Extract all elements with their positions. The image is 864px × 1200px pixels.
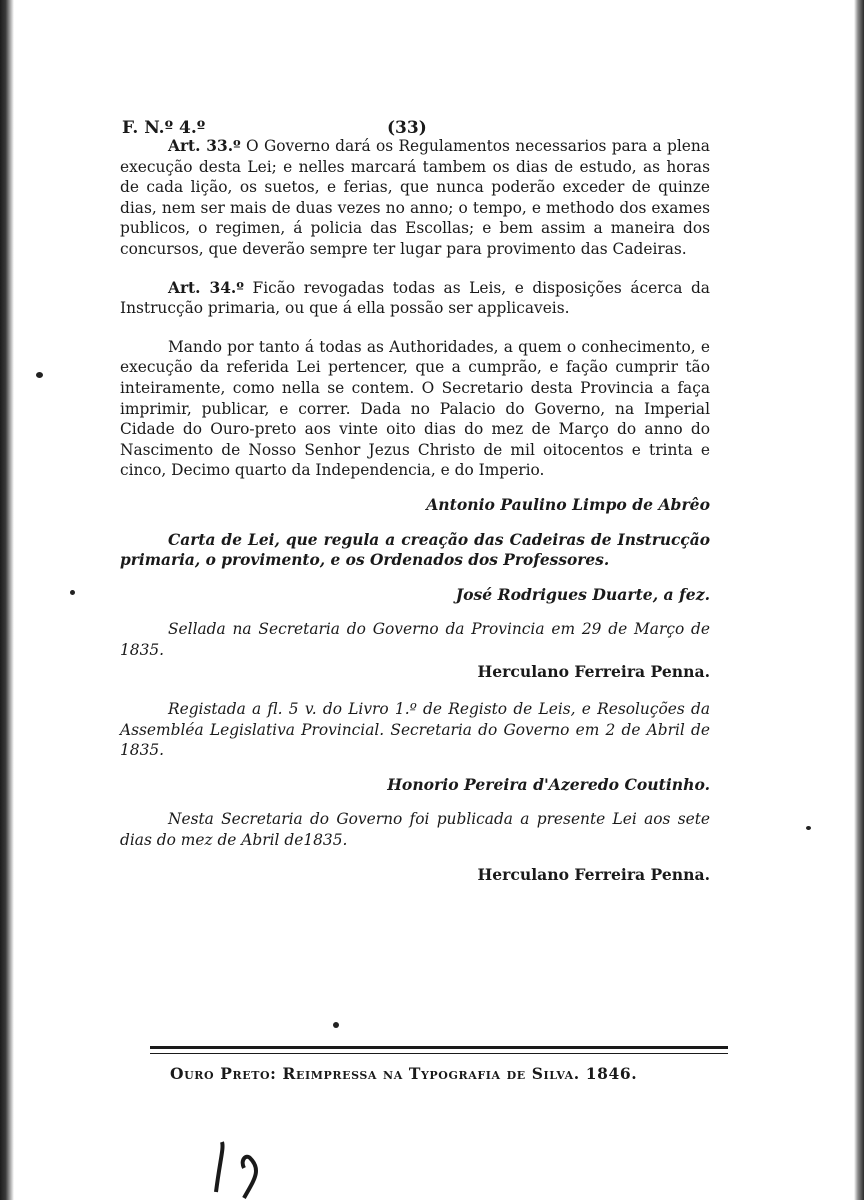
signature-publisher: Herculano Ferreira Penna. xyxy=(477,864,710,884)
signature-registrar: Honorio Pereira d'Azeredo Coutinho. xyxy=(387,774,710,794)
sellada-note: Sellada na Secretaria do Governo da Provincia em 29 de Março de 1835. xyxy=(120,620,710,659)
signature-governor: Antonio Paulino Limpo de Abrêo xyxy=(426,494,710,514)
document-body xyxy=(120,136,710,885)
article-33 xyxy=(120,136,710,260)
page-number: (33) xyxy=(387,118,427,138)
carta-de-lei-title: Carta de Lei, que regula a creação das Cadeiras de Instrucção primaria, o provimento, e os Ordenados dos Professores. xyxy=(120,530,710,570)
signature-secretary: Herculano Ferreira Penna. xyxy=(477,662,710,682)
promulgation-paragraph xyxy=(120,337,710,481)
footer-rule-thick xyxy=(150,1046,728,1049)
registada-note: Registada a fl. 5 v. do Livro 1.º de Registo de Leis, e Resoluções da Assembléa Legislativa Provincial. Secretaria do Governo em 2 de Abril de 1835. xyxy=(120,700,710,760)
ink-speck xyxy=(333,1022,339,1028)
article-text: O Governo dará os Regulamentos necessarios para a plena execução desta Lei; e nelles marcará tambem os dias de estudo, as horas de cada lição, os suetos, e ferias, que nunca poderão exceder de quinze dias, nem ser mais de duas vezes no anno; o tempo, e methodo dos exames publicos, o regimen, á policia das Escollas; e bem assim a maneira dos concursos, que deverão sempre ter lugar para provimento das Cadeiras. xyxy=(120,137,710,258)
footer-rule-thin xyxy=(150,1053,728,1054)
page-binding-edge-left xyxy=(0,0,14,1200)
ink-blot-mark xyxy=(210,1140,280,1200)
promulgation-text: Mando por tanto á todas as Authoridades, a quem o conhecimento, e execução da referida Lei pertencer, que a cumprão, e fação cumprir tão inteiramente, como nella se contem. O Secretario desta Provincia a faça imprimir, publicar, e correr. Dada no Palacio do Governo, na Imperial Cidade do Ouro-preto aos vinte oito dias do mez de Março do anno do Nascimento de Nosso Senhor Jezus Christo de mil oitocentos e trinta e cinco, Decimo quarto da Independencia, e do Imperio. xyxy=(120,337,710,480)
ink-speck xyxy=(36,372,43,378)
ink-speck xyxy=(70,590,75,595)
nesta-note: Nesta Secretaria do Governo foi publicada a presente Lei aos sete dias do mez de Abril de1835. xyxy=(120,810,710,850)
article-text: Ficão revogadas todas as Leis, e disposições ácerca da Instrucção primaria, ou que á ella possão ser applicaveis. xyxy=(120,278,710,318)
article-label: Art. 34.º xyxy=(168,278,244,297)
article-label: Art. 33.º xyxy=(168,137,241,155)
printer-imprint: Ouro Preto: Reimpressa na Typografia de Silva. 1846. xyxy=(170,1064,638,1083)
article-34 xyxy=(120,278,710,319)
folio-mark: F. N.º 4.º xyxy=(122,118,206,138)
page-binding-edge-right xyxy=(854,0,864,1200)
signature-scribe: José Rodrigues Duarte, a fez. xyxy=(455,584,710,604)
ink-speck xyxy=(806,826,811,830)
